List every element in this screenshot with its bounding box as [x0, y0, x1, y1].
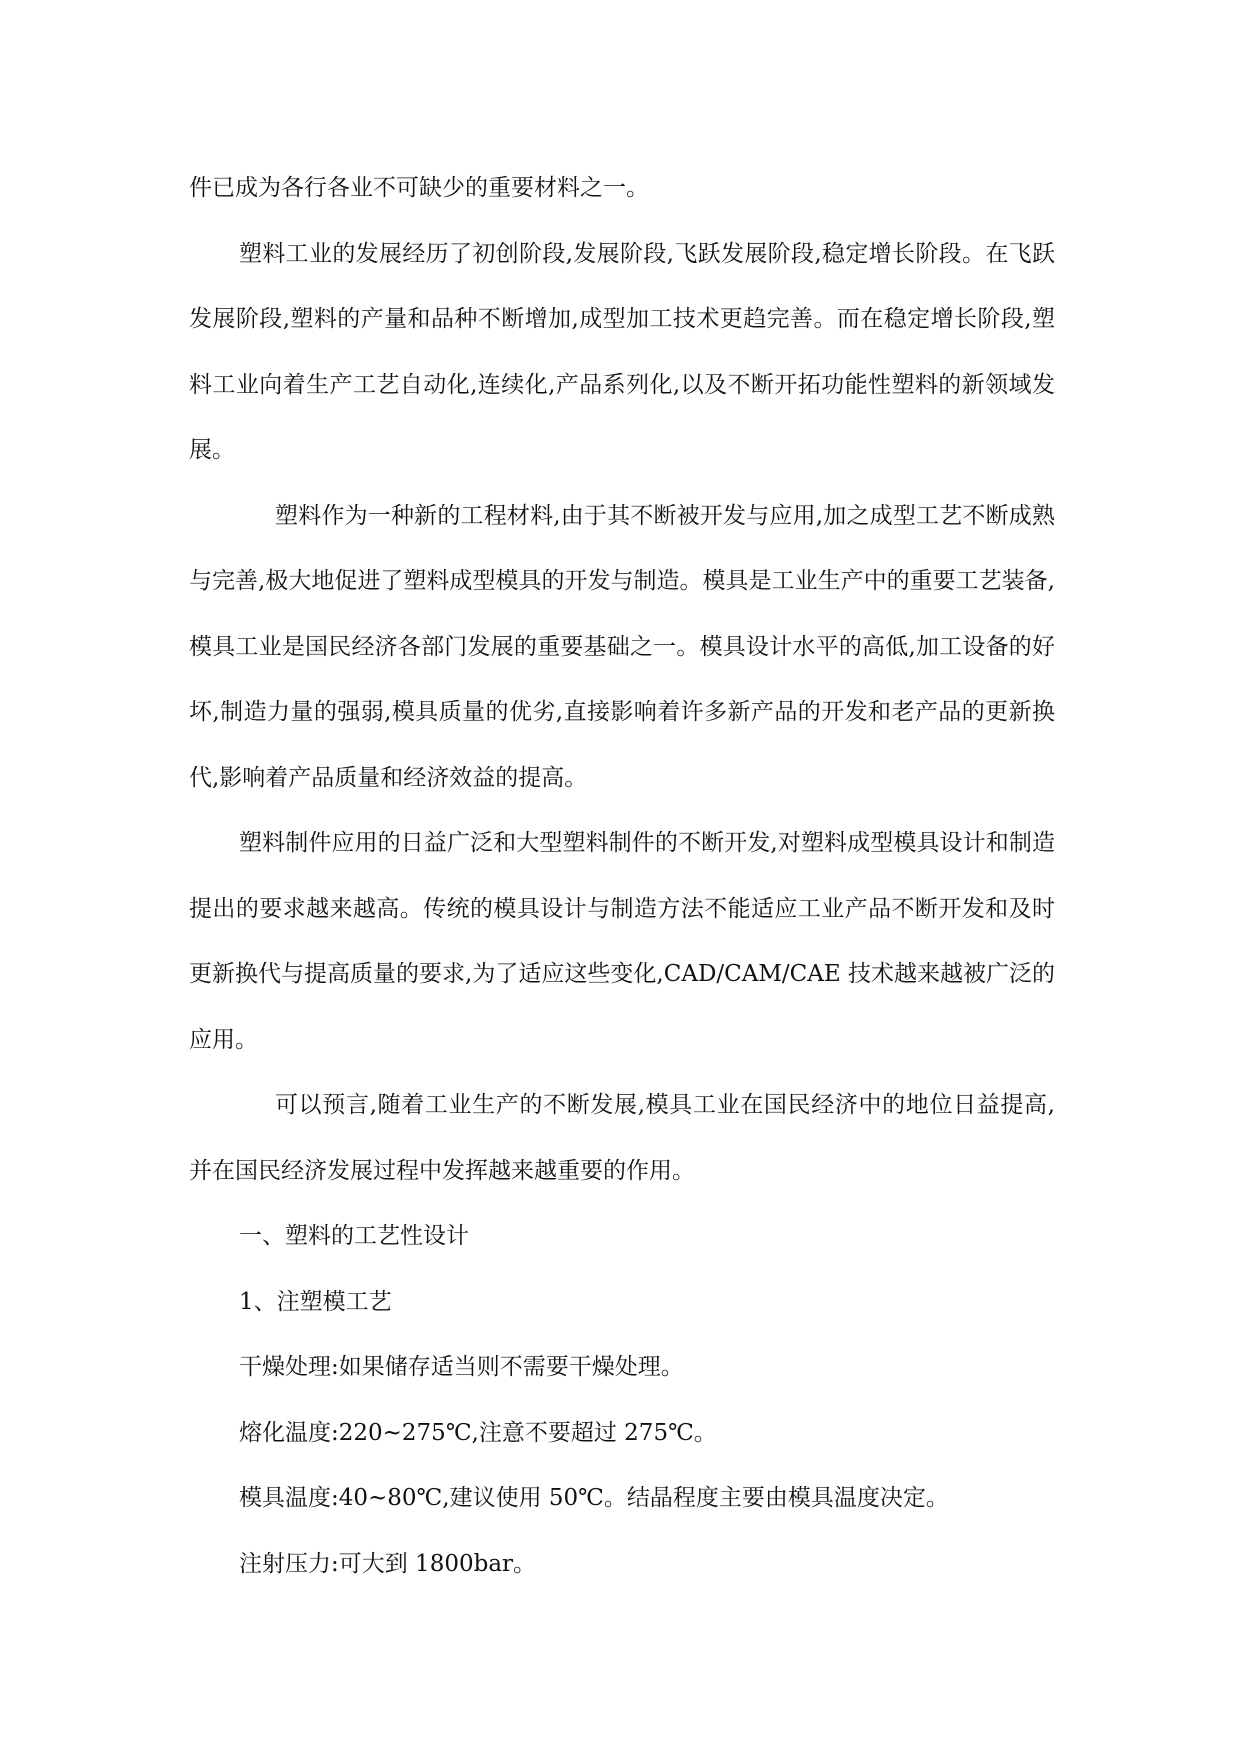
paragraph-engineering-material: 塑料作为一种新的工程材料,由于其不断被开发与应用,加之成型工艺不断成熟与完善,极大地促进了塑料成型模具的开发与制造。模具是工业生产中的重要工艺装备,模具工业是国民经济各部门发展的重要基础之一。模具设计水平的高低,加工设备的好坏,制造力量的强弱,模具质量的优劣,直接影响着许多新产品的开发和老产品的更新换代,影响着产品质量和经济效益的提高。 [189, 502, 1055, 791]
drying-treatment-line: 干燥处理:如果储存适当则不需要干燥处理。 [239, 1354, 684, 1380]
paragraph-prediction: 可以预言,随着工业生产的不断发展,模具工业在国民经济中的地位日益提高,并在国民经济发展过程中发挥越来越重要的作用。 [189, 1092, 1055, 1184]
melt-temperature-line: 熔化温度:220~275℃,注意不要超过 275℃。 [239, 1419, 717, 1446]
paragraph-plastics-development: 塑料工业的发展经历了初创阶段,发展阶段,飞跃发展阶段,稳定增长阶段。在飞跃发展阶段,塑料的产量和品种不断增加,成型加工技术更趋完善。而在稳定增长阶段,塑料工业向着生产工艺自动化,连续化,产品系列化,以及不断开拓功能性塑料的新领域发展。 [189, 240, 1055, 463]
subsection-heading: 1、注塑模工艺 [239, 1288, 392, 1315]
injection-pressure-line: 注射压力:可大到 1800bar。 [239, 1550, 537, 1577]
document-body [189, 156, 1055, 1597]
mold-temperature-line: 模具温度:40~80℃,建议使用 50℃。结晶程度主要由模具温度决定。 [239, 1485, 949, 1511]
paragraph-cad-cam-cae: 塑料制件应用的日益广泛和大型塑料制件的不断开发,对塑料成型模具设计和制造提出的要求越来越高。传统的模具设计与制造方法不能适应工业产品不断开发和及时更新换代与提高质量的要求,为了适应这些变化,CAD/CAM/CAE 技术越来越被广泛的应用。 [189, 830, 1055, 1053]
section-heading: 一、塑料的工艺性设计 [239, 1223, 469, 1249]
paragraph-continuation: 件已成为各行各业不可缺少的重要材料之一。 [189, 175, 649, 201]
